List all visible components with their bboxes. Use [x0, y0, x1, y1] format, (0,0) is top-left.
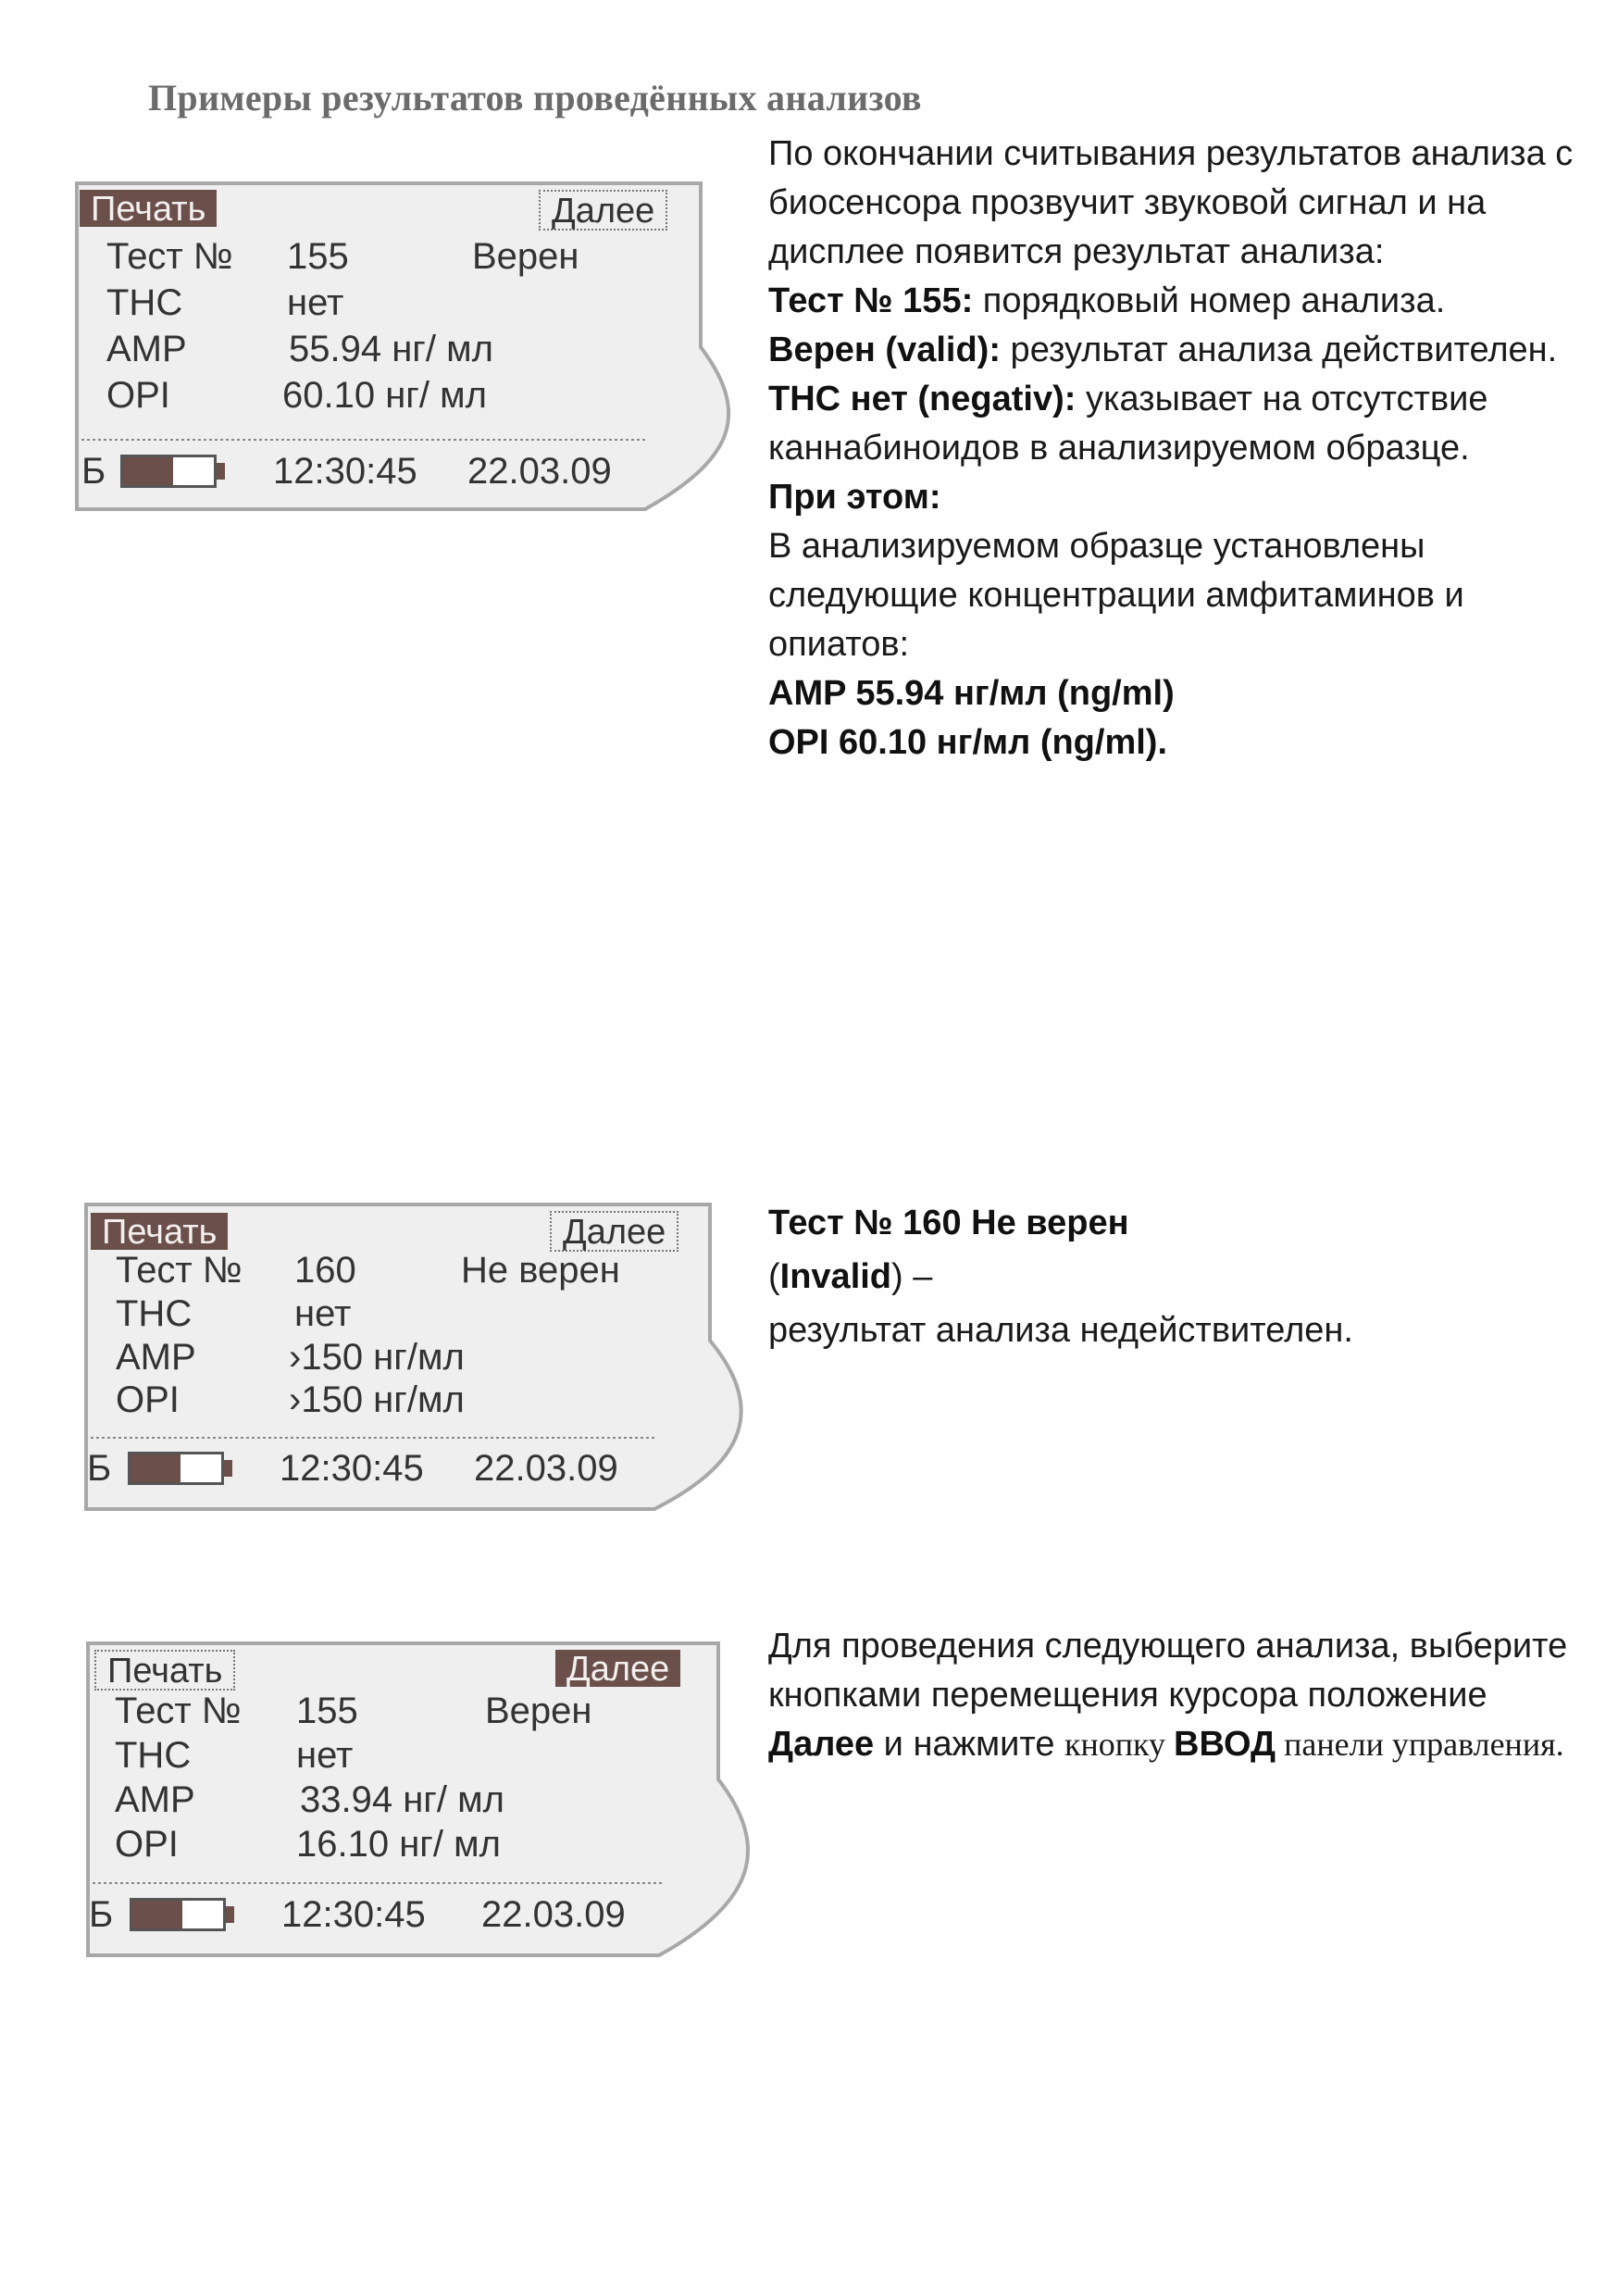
page-title: Примеры результатов проведённых анализов — [148, 77, 922, 119]
next-button[interactable]: Далее — [539, 190, 667, 231]
battery-label: Б — [87, 1448, 112, 1489]
enter-term: ВВОД — [1174, 1725, 1276, 1764]
test-status: Верен — [485, 1691, 592, 1731]
thc-term: ТНС нет (negativ): — [768, 380, 1077, 418]
date-display: 22.03.09 — [474, 1448, 618, 1489]
opi-label: OPI — [106, 375, 170, 416]
battery-fill — [131, 1454, 180, 1482]
note-heading — [768, 473, 1601, 522]
test-label: Тест № — [115, 1691, 242, 1731]
opi-value: 16.10 нг/ мл — [296, 1824, 501, 1865]
opi-result-text: OPI 60.10 нг/мл (ng/ml). — [768, 723, 1168, 762]
invalid-explanation: результат анализа недействителен. — [768, 1311, 1353, 1350]
paren-close: ) – — [891, 1257, 933, 1296]
next-instructions — [768, 1622, 1583, 1769]
next-button[interactable]: Далее — [555, 1650, 680, 1687]
battery-fill — [132, 1901, 182, 1928]
opi-label: OPI — [115, 1824, 179, 1865]
description-invalid-result — [768, 1196, 1601, 1357]
thc-text: указывает на отсутствие каннабиноидов в анализируемом образце. — [768, 380, 1488, 468]
next-button[interactable]: Далее — [550, 1211, 678, 1252]
invalid-term-line — [768, 1250, 1601, 1304]
display-result-3 — [85, 1641, 722, 1960]
test-status: Не верен — [461, 1250, 620, 1291]
thc-label: THC — [115, 1735, 192, 1776]
description-next-analysis — [768, 1622, 1583, 1769]
test-status: Верен — [472, 236, 579, 277]
paren-open: ( — [768, 1257, 780, 1296]
test-number-term: Тест № 155: — [768, 281, 974, 320]
invalid-term: Invalid — [779, 1257, 892, 1296]
thc-value: нет — [296, 1735, 354, 1776]
description-valid-result — [768, 130, 1601, 767]
amp-label: AMP — [115, 1779, 195, 1820]
print-button[interactable]: Печать — [91, 1213, 228, 1250]
intro-text: По окончании считывания результатов анализа с биосенсора прозвучит звуковой сигнал и на дисплее появится результат анализа: — [768, 134, 1574, 271]
instruction-text-3: кнопку — [1064, 1726, 1175, 1763]
opi-label: OPI — [116, 1379, 180, 1420]
thc-explanation — [768, 375, 1601, 473]
amp-value: 55.94 нг/ мл — [289, 329, 493, 369]
instruction-text-4: панели управления. — [1276, 1726, 1564, 1763]
thc-label: THC — [116, 1293, 193, 1334]
opi-result — [768, 718, 1601, 767]
opi-value: 60.10 нг/ мл — [282, 375, 487, 416]
print-button[interactable]: Печать — [80, 190, 217, 227]
date-display: 22.03.09 — [481, 1894, 626, 1935]
time-display: 12:30:45 — [280, 1448, 424, 1489]
valid-text: результат анализа действителен. — [1001, 331, 1558, 369]
battery-label: Б — [89, 1894, 114, 1935]
battery-label: Б — [81, 451, 106, 492]
time-display: 12:30:45 — [273, 451, 417, 492]
next-term: Далее — [768, 1725, 875, 1764]
amp-label: AMP — [116, 1337, 196, 1378]
valid-term: Верен (valid): — [768, 331, 1001, 369]
amp-result — [768, 669, 1601, 718]
test-number: 155 — [287, 236, 349, 277]
instruction-text-1: Для проведения следующего анализа, выберите кнопками перемещения курсора положение — [768, 1627, 1568, 1715]
display-result-1 — [74, 181, 703, 514]
note-term: При этом: — [768, 478, 941, 517]
test-number-explanation — [768, 277, 1601, 326]
valid-explanation — [768, 326, 1601, 375]
invalid-heading-text: Тест № 160 Не верен — [768, 1204, 1129, 1242]
amp-value: ›150 нг/мл — [289, 1337, 465, 1378]
instruction-text-2: и нажмите — [874, 1725, 1065, 1764]
amp-value: 33.94 нг/ мл — [300, 1779, 504, 1820]
thc-value: нет — [287, 282, 344, 323]
invalid-heading — [768, 1196, 1601, 1250]
test-number: 155 — [296, 1691, 358, 1731]
opi-value: ›150 нг/мл — [289, 1379, 465, 1420]
test-label: Тест № — [106, 236, 233, 277]
battery-fill — [123, 457, 173, 485]
test-label: Тест № — [116, 1250, 243, 1291]
test-number: 160 — [294, 1250, 356, 1291]
time-display: 12:30:45 — [281, 1894, 426, 1935]
display-result-2 — [83, 1202, 713, 1515]
amp-result-text: AMP 55.94 нг/мл (ng/ml) — [768, 674, 1175, 713]
thc-label: THC — [106, 282, 183, 323]
date-display: 22.03.09 — [467, 451, 612, 492]
print-button[interactable]: Печать — [94, 1650, 235, 1691]
note-text: В анализируемом образце установлены следующие концентрации амфитаминов и опиатов: — [768, 527, 1464, 664]
amp-label: AMP — [106, 329, 187, 369]
test-number-text: порядковый номер анализа. — [973, 281, 1446, 320]
thc-value: нет — [294, 1293, 352, 1334]
